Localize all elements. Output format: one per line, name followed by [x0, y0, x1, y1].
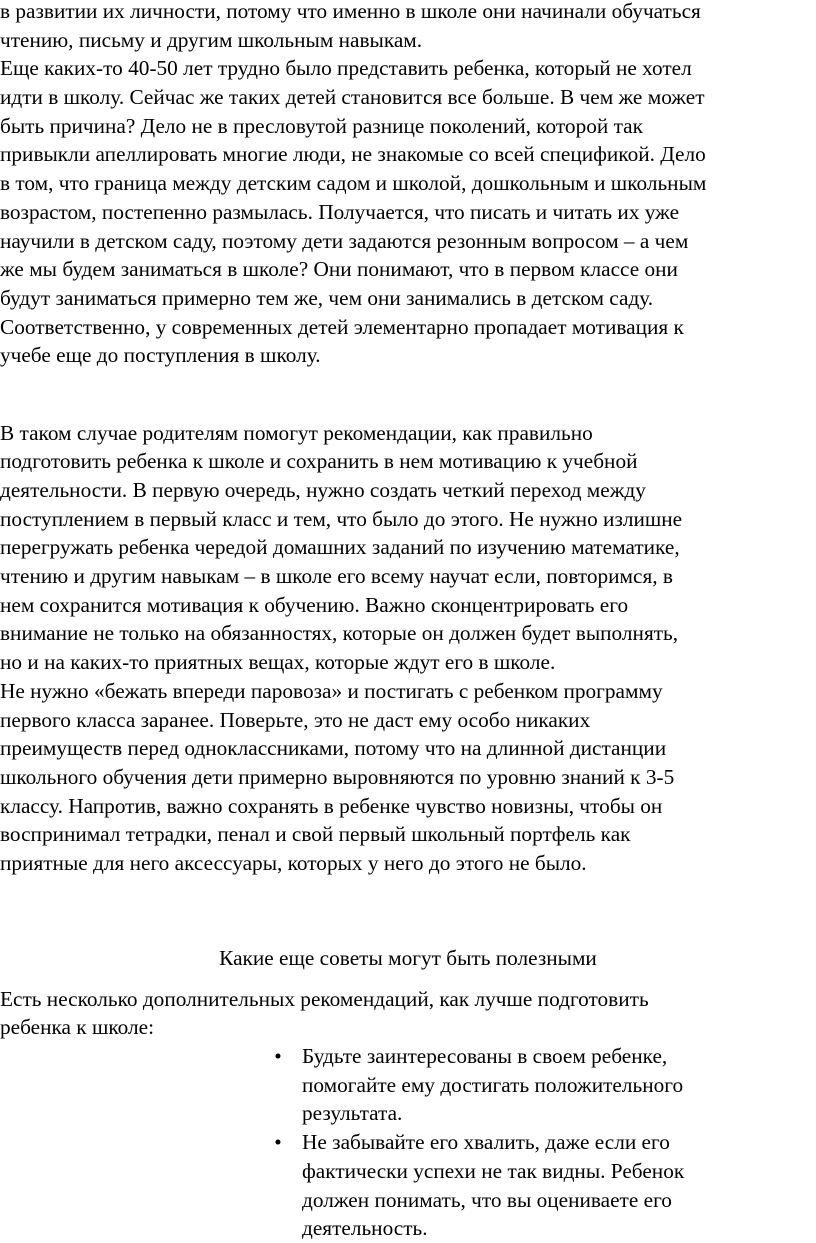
paragraph-spacer: [0, 935, 816, 944]
text-line: классу. Напротив, важно сохранять в ребенке чувство новизны, чтобы он: [0, 793, 663, 818]
text-line: помогайте ему достигать положительного: [302, 1072, 684, 1097]
text-line: Будьте заинтересованы в своем ребенке,: [302, 1044, 668, 1069]
text-line: подготовить ребенка к школе и сохранить в нем мотивацию к учебной: [0, 449, 638, 474]
text-line: в развитии их личности, потому что именно в школе они начинали обучаться: [0, 0, 701, 23]
bullet-icon: •: [274, 1130, 282, 1155]
heading-spacer: [0, 973, 816, 985]
text-line: будут заниматься примерно тем же, чем они занимались в детском саду.: [0, 285, 654, 310]
text-line: воспринимал тетрадки, пенал и свой первый школьный портфель как: [0, 822, 631, 847]
text-line: возрастом, постепенно размылась. Получается, что писать и читать их уже: [0, 199, 680, 224]
text-line: научили в детском саду, поэтому дети задаются резонным вопросом – а чем: [0, 228, 689, 253]
text-line: деятельность.: [302, 1216, 428, 1241]
text-line: учебе еще до поступления в школу.: [0, 343, 321, 368]
text-line: поступлением в первый класс и тем, что было до этого. Не нужно излишне: [0, 506, 683, 531]
text-line: должен понимать, что вы оцениваете его: [302, 1187, 672, 1212]
text-line: приятные для него аксессуары, которых у него до этого не было.: [0, 850, 587, 875]
text-line: быть причина? Дело не в пресловутой разнице поколений, которой так: [0, 113, 643, 138]
text-line: фактически успехи не так видны. Ребенок: [302, 1158, 685, 1183]
text-line: ребенка к школе:: [0, 1015, 155, 1040]
text-line: нем сохранится мотивация к обучению. Важно сконцентрировать его: [0, 592, 629, 617]
paragraph-spacer: [0, 906, 816, 935]
list-item: [0, 1042, 816, 1128]
list-item: [0, 1128, 816, 1243]
tips-intro-paragraph: [0, 985, 816, 1042]
text-line: чтению и другим навыкам – в школе его всему научат если, повторимся, в: [0, 564, 673, 589]
advice-paragraph: [0, 419, 816, 878]
text-line: Не забывайте его хвалить, даже если его: [302, 1130, 670, 1155]
text-line: но и на каких-то приятных вещах, которые ждут его в школе.: [0, 650, 556, 675]
text-line: Есть несколько дополнительных рекомендаций, как лучше подготовить: [0, 986, 649, 1011]
intro-paragraph: [0, 0, 816, 370]
text-line: школьного обучения дети примерно выровняются по уровню знаний к 3-5: [0, 764, 675, 789]
text-line: же мы будем заниматься в школе? Они понимают, что в первом классе они: [0, 257, 678, 282]
text-line: идти в школу. Сейчас же таких детей становится все больше. В чем же может: [0, 85, 705, 110]
text-line: Не нужно «бежать впереди паровоза» и постигать с ребенком программу: [0, 678, 663, 703]
text-line: преимуществ перед одноклассниками, потому что на длинной дистанции: [0, 736, 667, 761]
text-line: первого класса заранее. Поверьте, это не даст ему особо никаких: [0, 707, 591, 732]
text-line: привыкли апеллировать многие люди, не знакомые со всей спецификой. Дело: [0, 142, 706, 167]
text-line: Еще каких-то 40-50 лет трудно было представить ребенка, который не хотел: [0, 56, 692, 81]
text-line: внимание не только на обязанностях, которые он должен будет выполнять,: [0, 621, 679, 646]
paragraph-spacer: [0, 399, 816, 419]
text-line: результата.: [302, 1101, 403, 1126]
text-line: деятельности. В первую очередь, нужно создать четкий переход между: [0, 478, 646, 502]
text-line: перегружать ребенка чередой домашних заданий по изучению математике,: [0, 535, 680, 560]
text-line: чтению, письму и другим школьным навыкам.: [0, 27, 423, 52]
paragraph-spacer: [0, 370, 816, 399]
text-line: в том, что граница между детским садом и школой, дошкольным и школьным: [0, 171, 707, 196]
bullet-icon: •: [274, 1044, 282, 1069]
paragraph-spacer: [0, 878, 816, 907]
text-line: Соответственно, у современных детей элементарно пропадает мотивация к: [0, 314, 684, 339]
tips-bullet-list: [0, 1042, 816, 1243]
section-heading: Какие еще советы могут быть полезными: [219, 946, 597, 970]
text-line: В таком случае родителям помогут рекомендации, как правильно: [0, 420, 593, 445]
